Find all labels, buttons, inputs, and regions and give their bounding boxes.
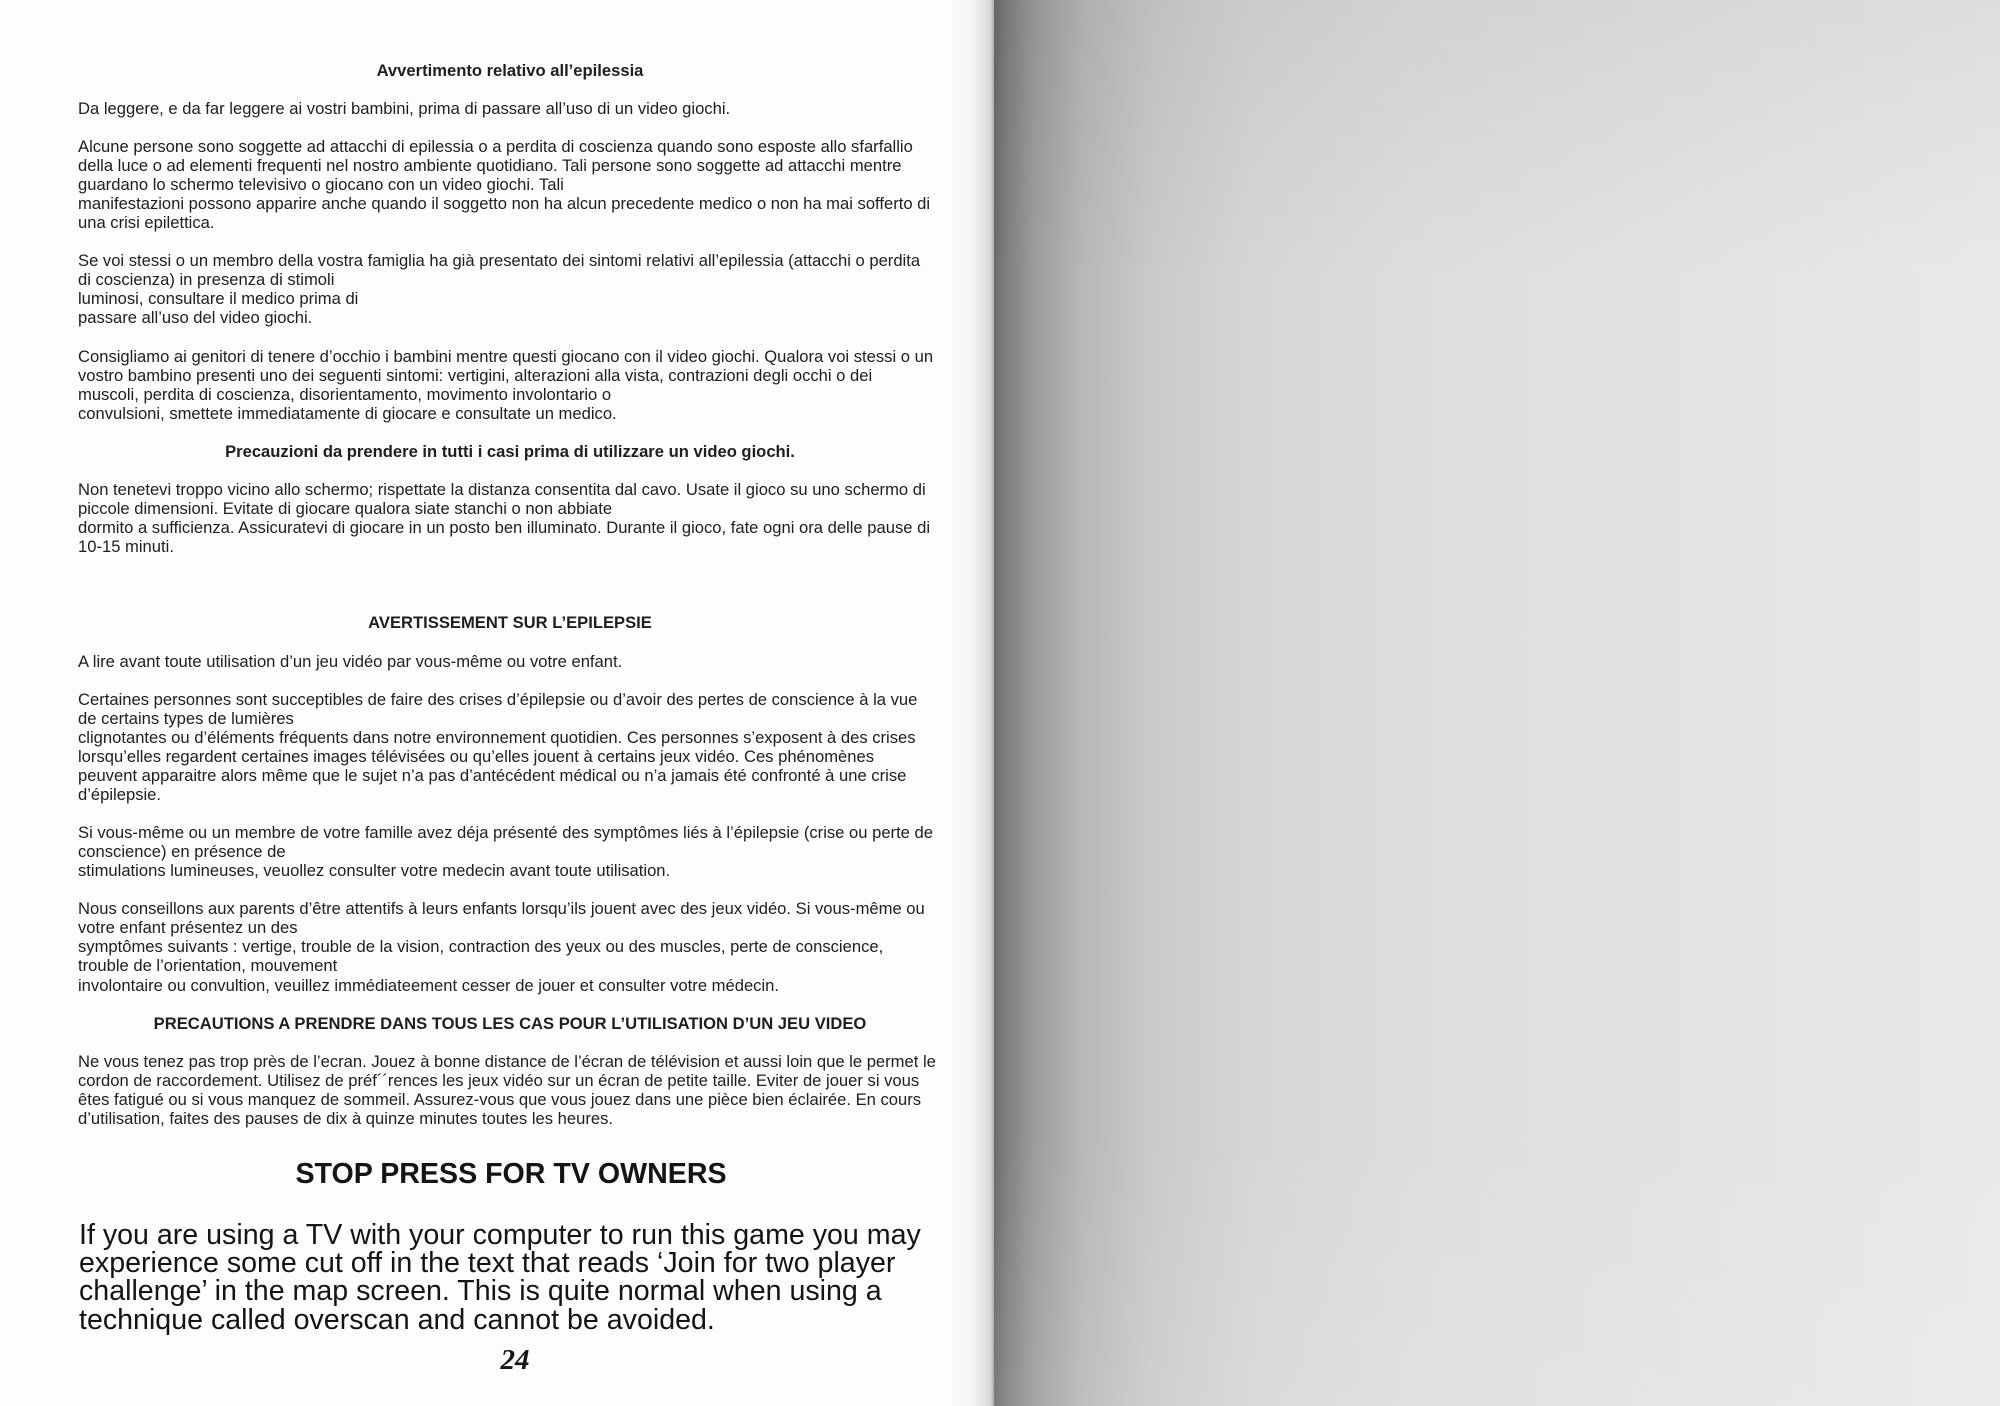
text-line: Ne vous tenez pas trop près de l’ecran. Jouez à bonne distance de l’écran de télévision et aussi loin que le permet le: [78, 1051, 936, 1071]
paragraph: [78, 251, 942, 327]
text-line: Certaines personnes sont succeptibles de faire des crises d’épilepsie ou d’avoir des pertes de conscience à la vue: [78, 689, 918, 709]
paragraph: [78, 137, 942, 232]
text-line: della luce o ad elementi frequenti nel nostro ambiente quotidiano. Tali persone sono soggette ad attacchi mentre: [78, 155, 902, 175]
text-line: vostro bambino presenti uno dei seguenti sintomi: vertigini, alterazioni alla vista, contrazioni degli occhi o dei: [78, 365, 873, 385]
text-line: stimulations lumineuses, veuollez consulter votre medecin avant toute utilisation.: [78, 861, 671, 881]
italian-epilepsy-warning-title: Avvertimento relativo all’epilessia: [376, 60, 644, 80]
left-page-gutter-shadow: [948, 0, 994, 1406]
paragraph: [78, 347, 942, 423]
text-line: Se voi stessi o un membro della vostra famiglia ha già presentato dei sintomi relativi all’epilessia (attacchi o perdita: [78, 251, 921, 271]
text-line: d’épilepsie.: [78, 784, 162, 804]
warning-text-column: [78, 61, 942, 1128]
italian-epilepsy-warning-body: [78, 99, 942, 423]
text-line: involontaire ou convultion, veuillez immédiateement cesser de jouer et consulter votre médecin.: [78, 975, 779, 995]
text-line: d’utilisation, faites des pauses de dix à quinze minutes toutes les heures.: [78, 1108, 614, 1128]
text-line: peuvent apparaitre alors même que le sujet n’a pas d’antécédent médical ou n’a jamais été confronté à une crise: [78, 765, 907, 785]
french-precautions-title: PRECAUTIONS A PRENDRE DANS TOUS LES CAS POUR L’UTILISATION D’UN JEU VIDEO: [153, 1013, 867, 1033]
paragraph: [78, 1052, 942, 1128]
text-line: votre enfant présentez un des: [78, 918, 298, 938]
stop-press-body: [79, 1218, 921, 1336]
text-line: Alcune persone sono soggette ad attacchi di epilessia o a perdita di coscienza quando sono esposte allo sfarfallio: [78, 136, 913, 156]
text-line: Nous conseillons aux parents d’être attentifs à leurs enfants lorsqu’ils jouent avec des jeux vidéo. Si vous-même ou: [78, 899, 925, 919]
text-line: guardano lo schermo televisivo o giocano con un video giochi. Tali: [78, 175, 564, 195]
page-number: 24: [500, 1343, 530, 1376]
text-line: conscience) en présence de: [78, 842, 286, 862]
french-epilepsy-warning-body: [78, 652, 942, 995]
italian-precautions-body: [78, 480, 942, 556]
paragraph: [78, 823, 942, 880]
right-page-spine-shadow: [994, 0, 2000, 1406]
italian-precautions-title: Precauzioni da prendere in tutti i casi prima di utilizzare un video giochi.: [225, 441, 795, 461]
text-line: êtes fatigué ou si vous manquez de sommeil. Assurez-vous que vous jouez dans une pièce bien éclairée. En cours: [78, 1089, 922, 1109]
stop-press-line: experience some cut off in the text that reads ‘Join for two player: [79, 1246, 896, 1279]
text-line: passare all’uso del video giochi.: [78, 308, 313, 328]
stop-press-line: technique called overscan and cannot be avoided.: [79, 1303, 715, 1336]
french-epilepsy-warning-title: AVERTISSEMENT SUR L’EPILEPSIE: [368, 613, 652, 633]
french-precautions-body: [78, 1052, 942, 1128]
stop-press-title: STOP PRESS FOR TV OWNERS: [295, 1157, 727, 1190]
text-line: Consigliamo ai genitori di tenere d’occhio i bambini mentre questi giocano con il video giochi. Qualora voi stessi o un: [78, 346, 934, 366]
text-line: luminosi, consultare il medico prima di: [78, 289, 359, 309]
text-line: muscoli, perdita di coscienza, disorientamento, movimento involontario o: [78, 384, 612, 404]
left-page: [0, 0, 994, 1406]
text-line: 10-15 minuti.: [78, 537, 174, 557]
paragraph: [78, 99, 942, 118]
paragraph: [78, 480, 942, 556]
text-line: Da leggere, e da far leggere ai vostri bambini, prima di passare all’uso di un video giochi.: [78, 98, 731, 118]
paragraph: [78, 899, 942, 994]
stop-press-line: challenge’ in the map screen. This is quite normal when using a: [79, 1275, 882, 1308]
text-line: di coscienza) in presenza di stimoli: [78, 270, 335, 290]
paragraph: [78, 690, 942, 804]
text-line: lorsqu’elles regardent certaines images télévisées ou qu’elles jouent à certains jeux vidéo. Ces phénomènes: [78, 746, 875, 766]
text-line: A lire avant toute utilisation d’un jeu vidéo par vous-même ou votre enfant.: [78, 651, 623, 671]
right-page-blank: [994, 0, 2000, 1406]
text-line: de certains types de lumières: [78, 708, 294, 728]
text-line: manifestazioni possono apparire anche quando il soggetto non ha alcun precedente medico o non ha mai sofferto di: [78, 194, 931, 214]
text-line: symptômes suivants : vertige, trouble de la vision, contraction des yeux ou des muscles, perte de conscience,: [78, 937, 884, 957]
text-line: Non tenetevi troppo vicino allo schermo; rispettate la distanza consentita dal cavo. Usate il gioco su uno schermo di: [78, 479, 926, 499]
text-line: clignotantes ou d’éléments fréquents dans notre environnement quotidien. Ces personnes s’exposent à des crises: [78, 727, 916, 747]
stop-press-line: If you are using a TV with your computer to run this game you may: [79, 1218, 921, 1251]
text-line: dormito a sufficienza. Assicuratevi di giocare in un posto ben illuminato. Durante il gioco, fate ogni ora delle pause di: [78, 518, 931, 538]
text-line: una crisi epilettica.: [78, 213, 215, 233]
text-line: trouble de l’orientation, mouvement: [78, 956, 338, 976]
text-line: convulsioni, smettete immediatamente di giocare e consultate un medico.: [78, 403, 617, 423]
paragraph: [78, 652, 942, 671]
text-line: Si vous-même ou un membre de votre famille avez déja présenté des symptômes liés à l’épilepsie (crise ou perte de: [78, 823, 933, 843]
text-line: cordon de raccordement. Utilisez de préf´´rences les jeux vidéo sur un écran de petite taille. Eviter de jouer si vous: [78, 1070, 920, 1090]
text-line: piccole dimensioni. Evitate di giocare qualora siate stanchi o non abbiate: [78, 499, 613, 519]
